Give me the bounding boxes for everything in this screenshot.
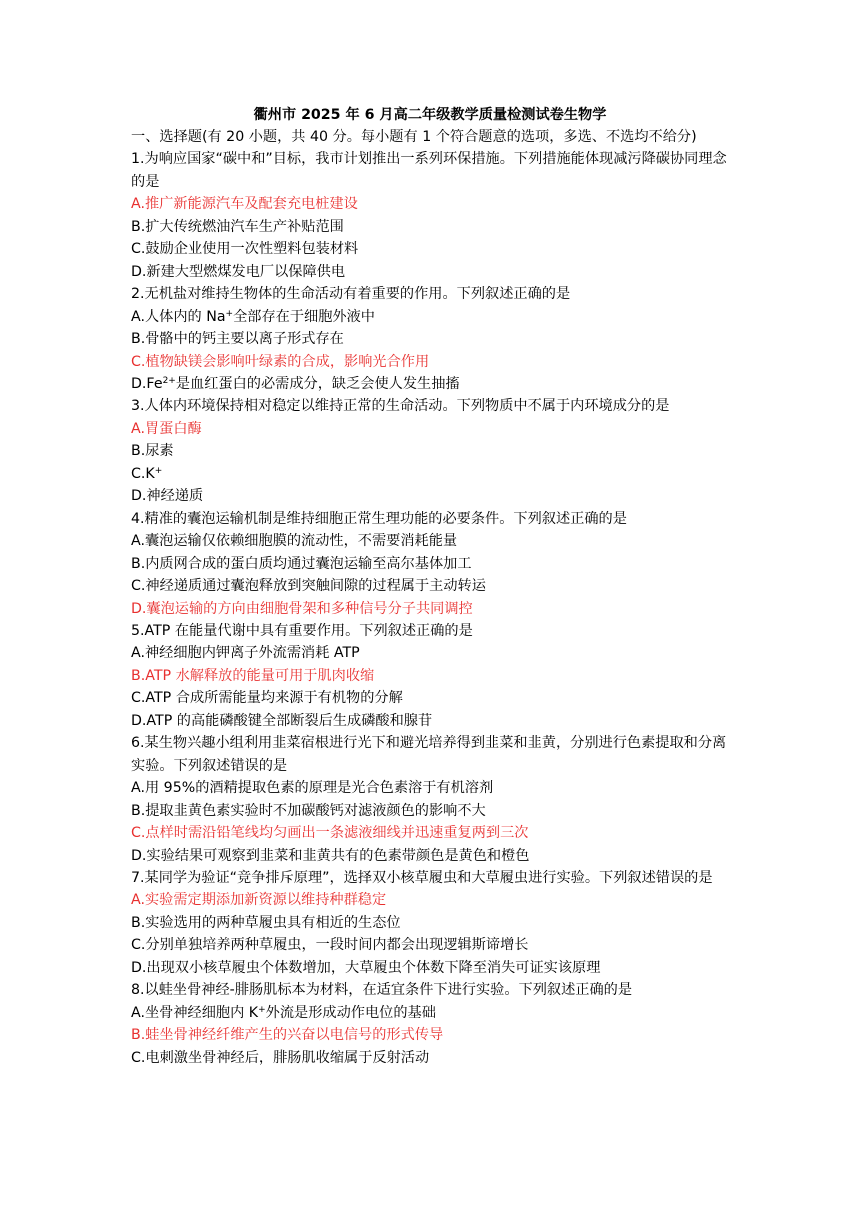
option-d-correct: D.囊泡运输的方向由细胞骨架和多种信号分子共同调控 xyxy=(131,600,473,617)
option-a-correct: A.实验需定期添加新资源以维持种群稳定 xyxy=(131,892,387,909)
option-c: C.电刺激坐骨神经后，腓肠肌收缩属于反射活动 xyxy=(131,1049,430,1066)
question-stem: 1.为响应国家“碳中和”目标，我市计划推出一系列环保措施。下列措施能体现减污降碳协同理念的是 xyxy=(131,151,727,190)
question-1 xyxy=(131,148,737,283)
option-c: C.神经递质通过囊泡释放到突触间隙的过程属于主动转运 xyxy=(131,578,486,595)
question-6 xyxy=(131,732,737,867)
question-8 xyxy=(131,979,737,1069)
option-b: B.提取韭黄色素实验时不加碳酸钙对滤液颜色的影响不大 xyxy=(131,802,486,819)
question-stem: 8.以蛙坐骨神经-腓肠肌标本为材料，在适宜条件下进行实验。下列叙述正确的是 xyxy=(131,982,633,999)
option-a: A.人体内的 Na+全部存在于细胞外液中 xyxy=(131,308,375,325)
option-a: A.神经细胞内钾离子外流需消耗 ATP xyxy=(131,645,360,662)
option-d: D.ATP 的高能磷酸键全部断裂后生成磷酸和腺苷 xyxy=(131,712,433,729)
option-a-correct: A.推广新能源汽车及配套充电桩建设 xyxy=(131,196,358,213)
question-2 xyxy=(131,283,737,395)
question-7 xyxy=(131,867,737,979)
option-a: A.囊泡运输仅依赖细胞膜的流动性，不需要消耗能量 xyxy=(131,533,458,550)
option-c: C.K+ xyxy=(131,465,163,482)
option-b: B.内质网合成的蛋白质均通过囊泡运输至高尔基体加工 xyxy=(131,555,472,572)
option-a-correct: A.胃蛋白酶 xyxy=(131,420,202,437)
question-4 xyxy=(131,508,737,620)
question-stem: 7.某同学为验证“竞争排斥原理”，选择双小核草履虫和大草履虫进行实验。下列叙述错误的是 xyxy=(131,869,713,886)
question-stem: 3.人体内环境保持相对稳定以维持正常的生命活动。下列物质中不属于内环境成分的是 xyxy=(131,398,670,415)
option-d: $D.Fe^{2+}$是血红蛋白的必需成分，缺乏会使人发生抽搐 xyxy=(131,375,460,392)
option-d: D.实验结果可观察到韭菜和韭黄共有的色素带颜色是黄色和橙色 xyxy=(131,847,530,864)
option-b-correct: B.ATP 水解释放的能量可用于肌肉收缩 xyxy=(131,667,375,684)
option-b: B.骨骼中的钙主要以离子形式存在 xyxy=(131,331,344,348)
option-a: A.坐骨神经细胞内 K+外流是形成动作电位的基础 xyxy=(131,1004,436,1021)
question-stem: 4.精准的囊泡运输机制是维持细胞正常生理功能的必要条件。下列叙述正确的是 xyxy=(131,510,627,527)
question-stem: 6.某生物兴趣小组利用韭菜宿根进行光下和避光培养得到韭菜和韭黄，分别进行色素提取和分离实验。下列叙述错误的是 xyxy=(131,735,727,774)
option-d: D.新建大型燃煤发电厂以保障供电 xyxy=(131,263,346,280)
option-c: C.分别单独培养两种草履虫，一段时间内都会出现逻辑斯谛增长 xyxy=(131,937,529,954)
question-3 xyxy=(131,395,737,507)
section-header: 一、选择题(有 20 小题，共 40 分。每小题有 1 个符合题意的选项，多选、不选均不给分) xyxy=(131,129,697,145)
option-b: B.实验选用的两种草履虫具有相近的生态位 xyxy=(131,914,401,931)
question-stem: 5.ATP 在能量代谢中具有重要作用。下列叙述正确的是 xyxy=(131,622,473,639)
question-5 xyxy=(131,620,737,732)
exam-title: 衢州市 2025 年 6 月高二年级教学质量检测试卷生物学 xyxy=(253,107,607,123)
option-b-correct: B.蛙坐骨神经纤维产生的兴奋以电信号的形式传导 xyxy=(131,1027,444,1044)
question-stem: 2.无机盐对维持生物体的生命活动有着重要的作用。下列叙述正确的是 xyxy=(131,286,571,303)
option-c: C.鼓励企业使用一次性塑料包装材料 xyxy=(131,241,359,258)
option-c: C.ATP 合成所需能量均来源于有机物的分解 xyxy=(131,690,403,707)
option-a: A.用 95%的酒精提取色素的原理是光合色素溶于有机溶剂 xyxy=(131,780,494,797)
option-c-correct: C.点样时需沿铅笔线均匀画出一条滤液细线并迅速重复两到三次 xyxy=(131,825,529,842)
option-b: B.扩大传统燃油汽车生产补贴范围 xyxy=(131,218,344,235)
option-d: D.神经递质 xyxy=(131,488,204,505)
option-c-correct: C.植物缺镁会影响叶绿素的合成，影响光合作用 xyxy=(131,353,430,370)
option-b: B.尿素 xyxy=(131,443,174,460)
exam-content xyxy=(131,126,737,1069)
option-d: D.出现双小核草履虫个体数增加，大草履虫个体数下降至消失可证实该原理 xyxy=(131,959,601,976)
